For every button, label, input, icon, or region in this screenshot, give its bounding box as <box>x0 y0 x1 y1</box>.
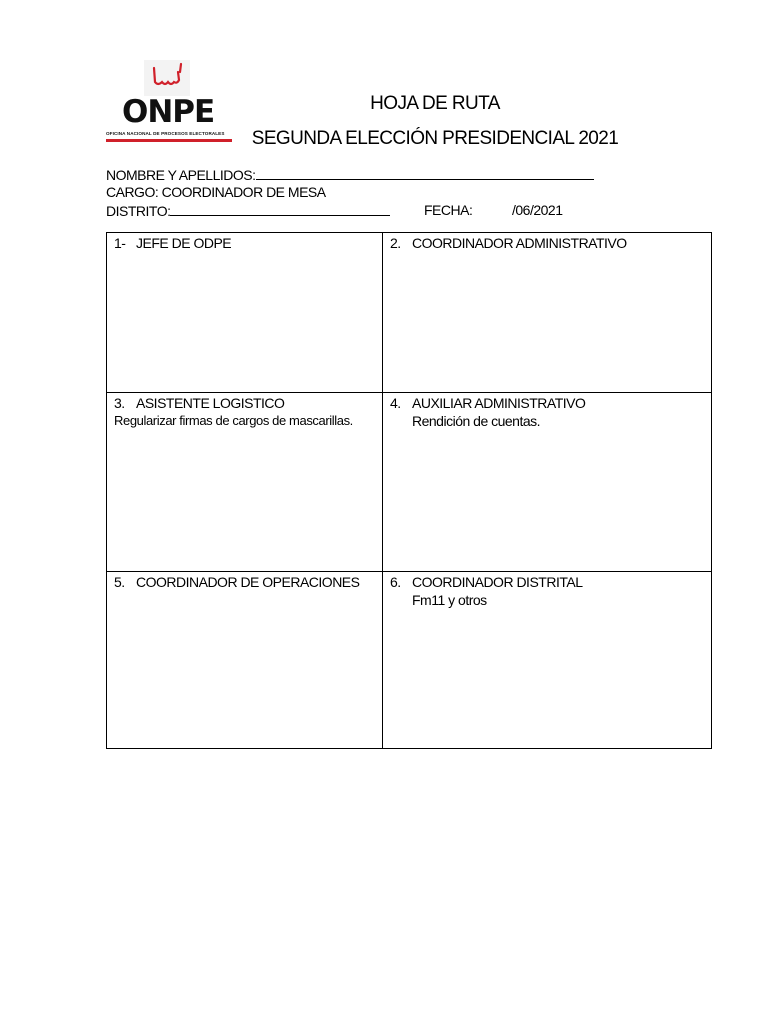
cell-heading <box>390 395 585 411</box>
nombre-field <box>106 166 594 183</box>
cell-heading <box>114 574 359 590</box>
document-title: HOJA DE RUTA <box>370 93 500 114</box>
cell-title: COORDINADOR DISTRITAL <box>412 574 583 590</box>
cell-heading <box>114 395 284 411</box>
cell-title: COORDINADOR DE OPERACIONES <box>136 574 360 590</box>
cell-number: 4. <box>390 395 401 411</box>
distrito-field <box>106 202 390 219</box>
nombre-blank-line <box>256 166 594 180</box>
cell-coordinador-distrital <box>383 572 711 748</box>
cell-title: ASISTENTE LOGISTICO <box>136 395 285 411</box>
cell-title: JEFE DE ODPE <box>136 235 232 251</box>
cell-number: 3. <box>114 395 125 411</box>
cell-coordinador-administrativo <box>383 233 711 393</box>
fecha-value: /06/2021 <box>512 202 563 218</box>
cell-heading <box>114 235 231 251</box>
logo-underline <box>106 139 232 142</box>
hand-icon <box>144 60 190 96</box>
cell-number: 5. <box>114 574 125 590</box>
cell-number: 2. <box>390 235 401 251</box>
cell-body: Rendición de cuentas. <box>412 413 541 429</box>
cell-asistente-logistico <box>107 393 383 572</box>
fecha-label: FECHA: <box>424 202 473 218</box>
logo-subtitle: OFICINA NACIONAL DE PROCESOS ELECTORALES <box>106 131 225 136</box>
logo-wordmark: ONPE <box>122 94 215 130</box>
cell-jefe-odpe <box>107 233 383 393</box>
cell-body: Fm11 y otros <box>412 592 487 608</box>
distrito-label: DISTRITO: <box>106 203 171 219</box>
cargo-field: CARGO: COORDINADOR DE MESA <box>106 184 326 200</box>
cell-heading <box>390 235 627 251</box>
cell-heading <box>390 574 582 590</box>
route-table <box>106 232 712 749</box>
distrito-blank-line <box>170 202 390 216</box>
cell-number: 6. <box>390 574 401 590</box>
cell-title: COORDINADOR ADMINISTRATIVO <box>412 235 627 251</box>
document-subtitle: SEGUNDA ELECCIÓN PRESIDENCIAL 2021 <box>251 128 619 149</box>
onpe-logo <box>106 60 236 144</box>
cell-number: 1- <box>114 235 126 251</box>
nombre-label: NOMBRE Y APELLIDOS: <box>106 167 256 183</box>
cell-auxiliar-administrativo <box>383 393 711 572</box>
cell-coordinador-operaciones <box>107 572 383 748</box>
cell-body: Regularizar firmas de cargos de mascarillas. <box>114 413 353 428</box>
cell-title: AUXILIAR ADMINISTRATIVO <box>412 395 586 411</box>
